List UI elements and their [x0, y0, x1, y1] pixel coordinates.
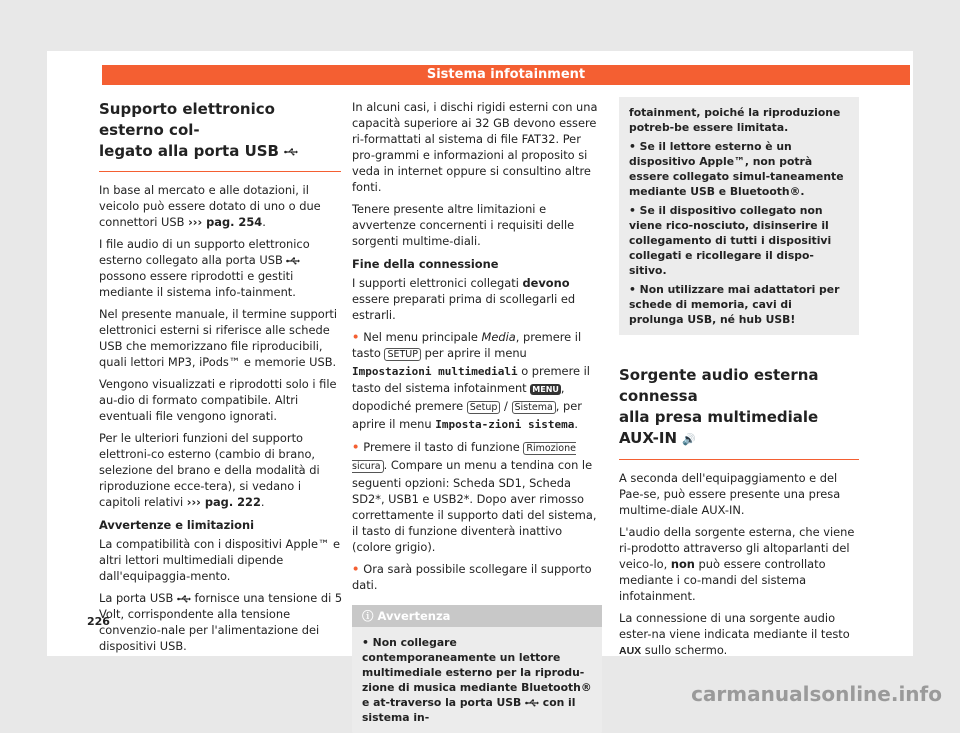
paragraph: I supporti elettronici collegati devono essere preparati prima di scollegarli ed estrarli. [352, 276, 576, 322]
paragraph: A seconda dell'equipaggiamento e del Pae-se, può essere presente una presa multime-diale AUX-IN. [619, 471, 841, 517]
usb-icon [177, 595, 191, 603]
speaker-icon: 🔊 [682, 433, 696, 446]
title-divider [619, 459, 859, 460]
column-3 [619, 97, 859, 665]
section-header: Sistema infotainment [102, 65, 910, 85]
column-1 [99, 99, 344, 660]
warning-bullet: • Se il lettore esterno è un dispositivo Apple™, non potrà essere collegato simul-taneamente mediante USB e Bluetooth®. [629, 140, 844, 198]
sistema-button: Sistema [512, 401, 556, 414]
page-ref-link[interactable]: ››› pag. 254 [188, 215, 263, 229]
paragraph: In base al mercato e alle dotazioni, il veicolo può essere dotato di uno o due connettori USB ››› pag. 254. [99, 183, 321, 229]
paragraph: Per le ulteriori funzioni del supporto elettroni-co esterno (cambio di brano, selezione del brano e della modalità di riproduzione ecce-tera), si vedano i capitoli relativi ››› pag. 222. [99, 431, 320, 509]
info-icon: ⓘ [362, 609, 374, 623]
usb-icon [284, 148, 298, 156]
page-number: 226 [87, 615, 110, 628]
setup-key: SETUP [384, 348, 421, 361]
paragraph: I file audio di un supporto elettronico esterno collegato alla porta USB possono essere riprodotti e gestiti mediante il sistema info-tainment. [99, 237, 310, 299]
section-title-usb: Supporto elettronico esterno col- legato alla porta USB [99, 99, 344, 162]
warning-header: ⓘ Avvertenza [352, 605, 602, 627]
warning-text: • Non collegare contemporaneamente un lettore multimediale esterno per la riprodu-zione di musica mediante Bluetooth® e at-traverso la porta USB con il sistema in- [362, 636, 592, 724]
subheading: Fine della connessione [352, 257, 499, 271]
list-item: • Ora sarà possibile scollegare il supporto dati. [352, 561, 602, 593]
menu-key: MENU [532, 385, 559, 394]
warning-text: fotainment, poiché la riproduzione potreb-be essere limitata. [629, 106, 841, 134]
setup-button: Setup [467, 401, 501, 414]
paragraph: Nel presente manuale, il termine supporti elettronici esterni si riferisce alle schede USB che memorizzano file riproducibili, quali lettori MP3, iPods™ e memorie USB. [99, 307, 338, 369]
subheading: Avvertenze e limitazioni [99, 518, 254, 532]
list-item: • Premere il tasto di funzione Rimozione sicura . Compare un menu a tendina con le seguenti opzioni: Scheda SD1, Scheda SD2*, USB1 e USB2*. Dopo aver rimosso correttamente il supporto dati del sistema, il tasto di funzione diventerà inattivo (colore grigio). [352, 439, 602, 555]
paragraph: Tenere presente altre limitazioni e avvertenze concernenti i requisiti delle sorgenti multime-diali. [352, 202, 575, 248]
warning-box [352, 605, 602, 733]
column-2 [352, 99, 602, 733]
warning-box-continued [619, 97, 859, 335]
list-item: • Nel menu principale Media, premere il tasto SETUP per aprire il menu Impostazioni multimediali o premere il tasto del sistema infotainment MENU , dopodiché premere Setup / Sistema , per aprire il menu Imposta-zioni sistema. [352, 329, 602, 433]
warning-bullet: • Se il dispositivo collegato non viene rico-nosciuto, disinserire il collegamento di tutti i dispositivi collegati e ricollegare il dispo-sitivo. [629, 204, 832, 277]
paragraph: La compatibilità con i dispositivi Apple™ e altri lettori multimediali dipende dall'equipaggia-mento. [99, 537, 340, 583]
paragraph: Vengono visualizzati e riprodotti solo i file au-dio di formato compatibile. Altri eventuali file vengono ignorati. [99, 377, 337, 423]
page-ref-link[interactable]: ››› pag. 222 [186, 495, 261, 509]
paragraph: La porta USB fornisce una tensione di 5 Volt, corrispondente alla tensione convenzio-nale per l'alimentazione dei dispositivi USB. [99, 591, 343, 653]
rimozione-sicura-button: Rimozione sicura [352, 443, 576, 472]
paragraph: L'audio della sorgente esterna, che viene ri-prodotto attraverso gli altoparlanti del veico-lo, non può essere controllato mediante i co-mandi del sistema infotainment. [619, 525, 855, 603]
section-title-aux: Sorgente audio esterna connessa alla presa multimediale AUX-IN 🔊 [619, 366, 819, 447]
usb-icon [525, 699, 539, 707]
paragraph: In alcuni casi, i dischi rigidi esterni con una capacità superiore ai 32 GB devono essere ri-formattati al sistema di file FAT32. Per pro-grammi e informazioni al proposito si veda in internet oppure si consultino altre fonti. [352, 100, 598, 194]
title-divider [99, 171, 341, 172]
warning-bullet: • Non utilizzare mai adattatori per schede di memoria, cavi di prolunga USB, né hub USB! [629, 283, 840, 326]
usb-icon [286, 257, 300, 265]
watermark: carmanualsonline.info [691, 682, 942, 706]
paragraph: La connessione di una sorgente audio ester-na viene indicata mediante il testo AUX sullo schermo. [619, 611, 850, 657]
